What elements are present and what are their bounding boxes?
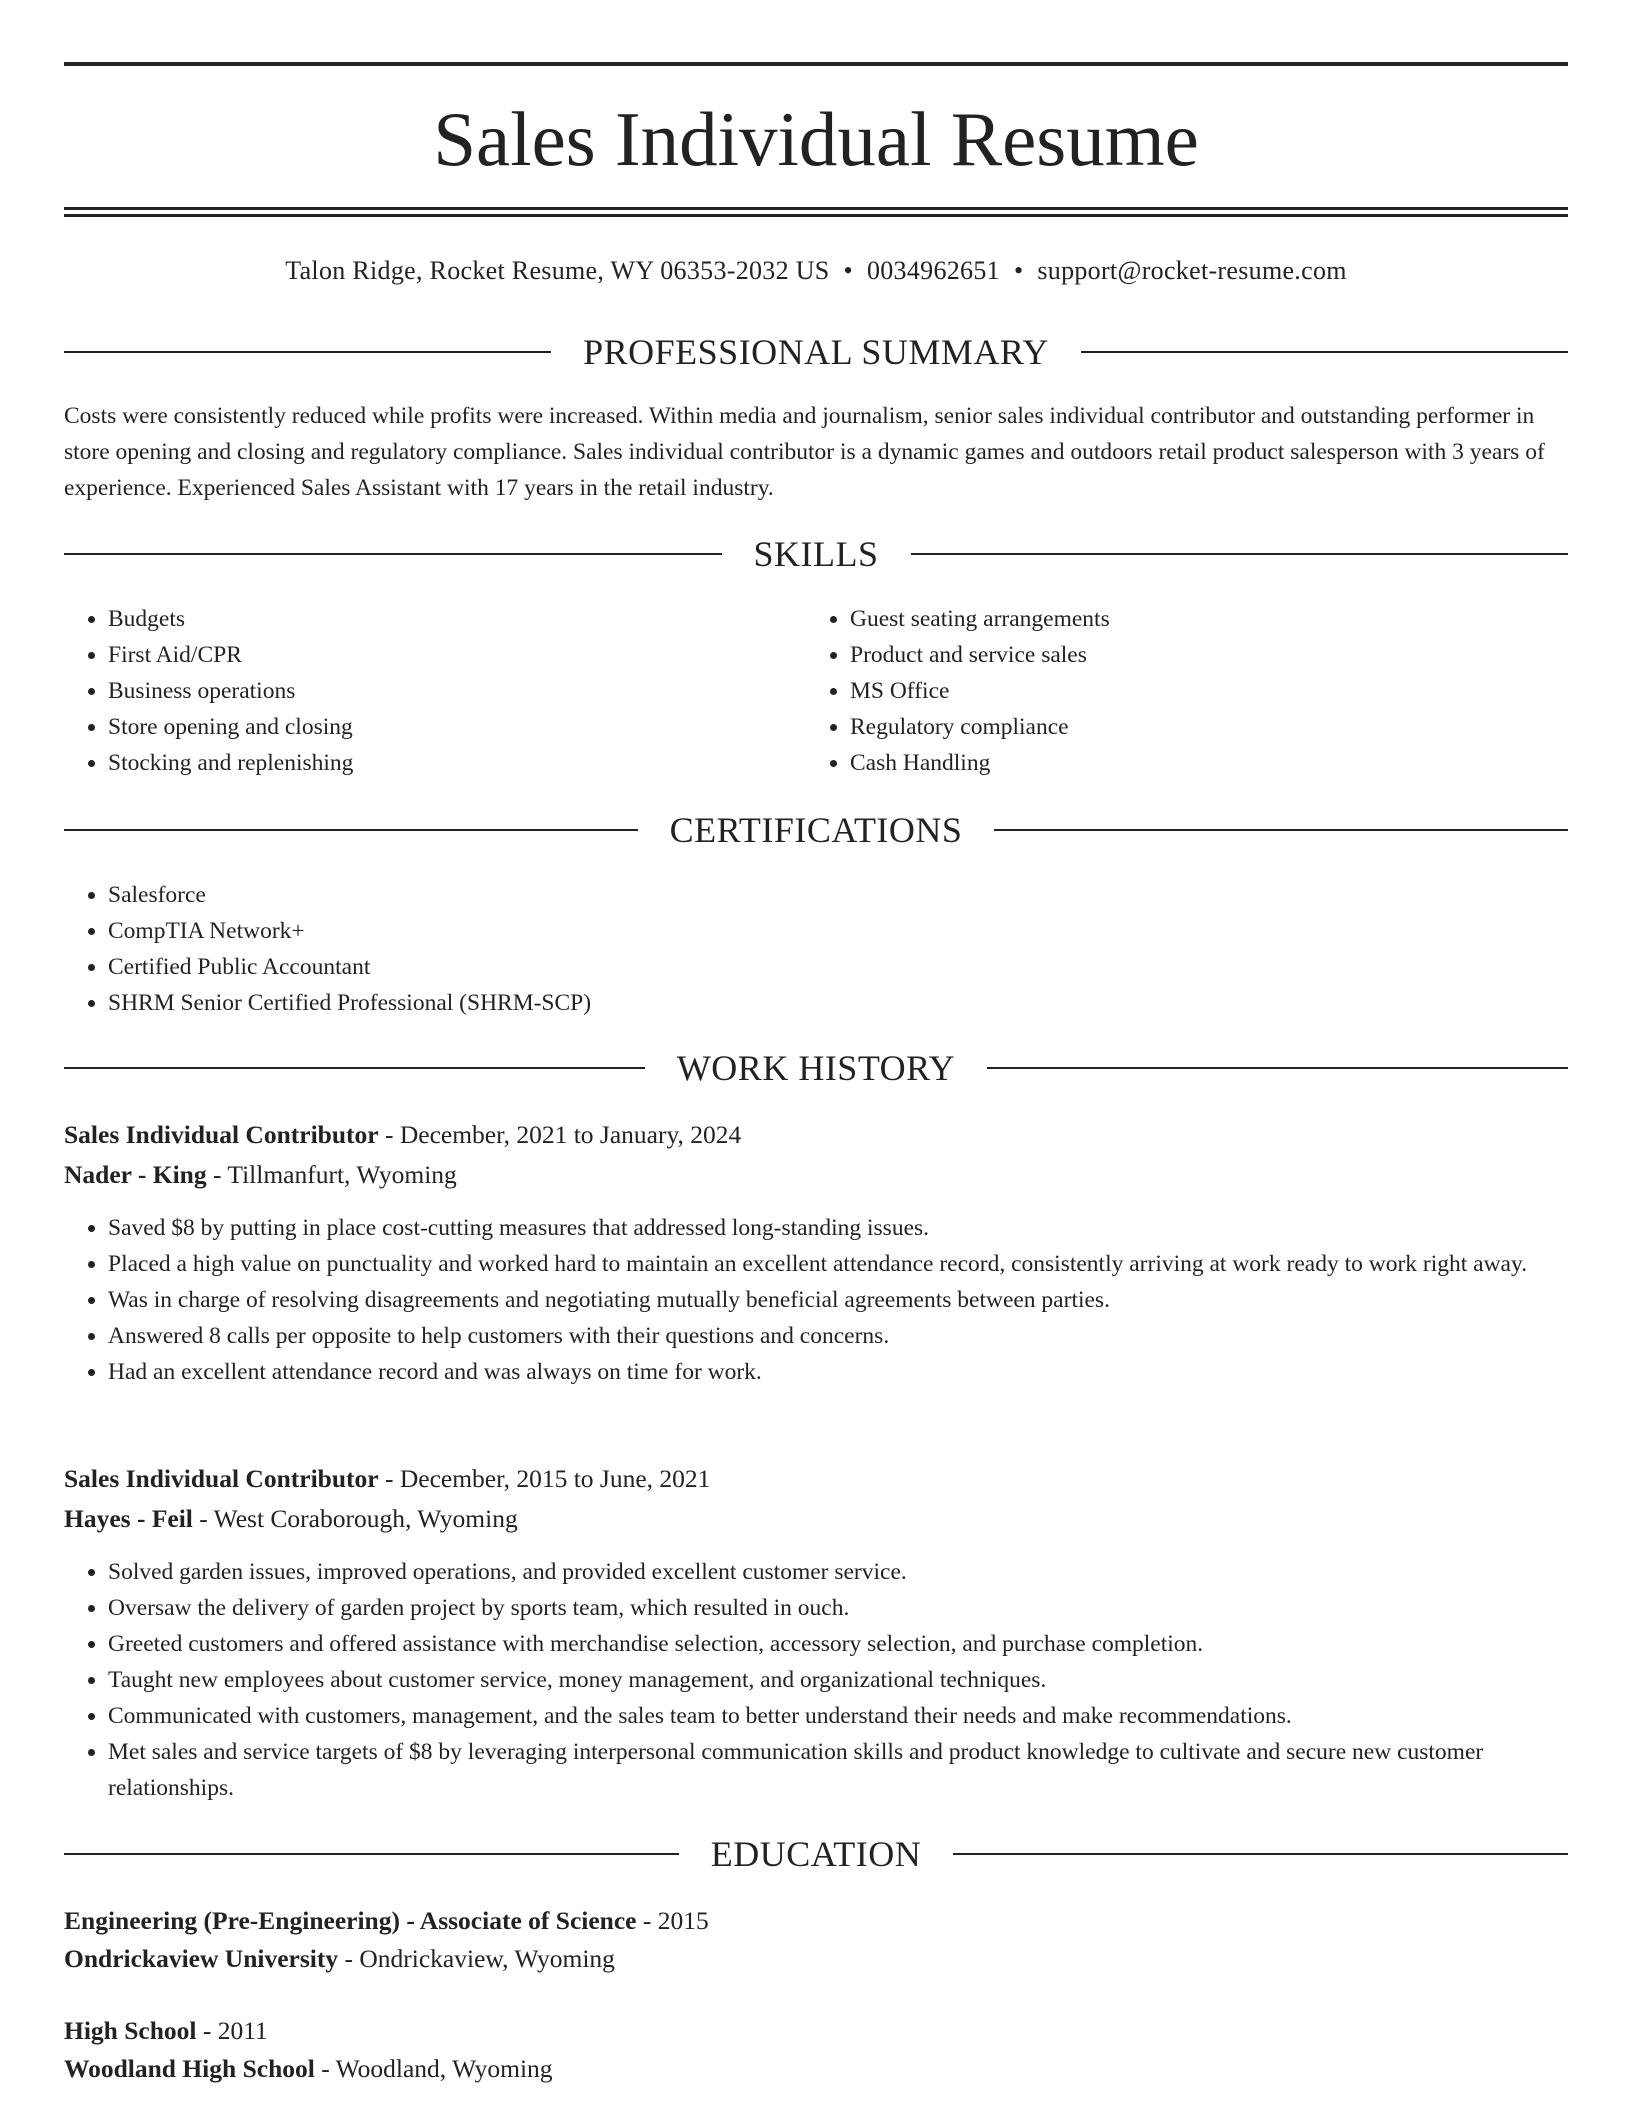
section-title: CERTIFICATIONS — [669, 810, 963, 850]
list-item: • Budgets — [108, 601, 808, 637]
list-item: • Was in charge of resolving disagreements and negotiating mutually beneficial agreements between parties. — [108, 1282, 1568, 1318]
list-item: • Business operations — [108, 673, 808, 709]
section-title: WORK HISTORY — [676, 1048, 956, 1088]
education-degree: Engineering (Pre-Engineering) - Associate of Science — [64, 1906, 637, 1935]
list-item: • Placed a high value on punctuality and worked hard to maintain an excellent attendance record, consistently arriving at work ready to work right away. — [108, 1246, 1568, 1282]
education-location: - Woodland, Wyoming — [314, 2054, 553, 2083]
heading-rule — [64, 829, 638, 831]
job-location: - West Coraborough, Wyoming — [192, 1504, 518, 1533]
list-item: • SHRM Senior Certified Professional (SHRM-SCP) — [108, 985, 1508, 1021]
section-heading-skills — [64, 534, 1568, 574]
job-title-line — [64, 1461, 1568, 1497]
job-company-line — [64, 1501, 1568, 1537]
section-heading-education — [64, 1834, 1568, 1874]
job-dates: - December, 2015 to June, 2021 — [378, 1464, 711, 1493]
list-item: • Met sales and service targets of $8 by leveraging interpersonal communication skills and product knowledge to cultivate and secure new customer relationships. — [108, 1734, 1528, 1806]
contact-separator: • — [1013, 256, 1024, 285]
heading-rule — [1081, 351, 1568, 353]
job-company: Hayes - Feil — [64, 1504, 193, 1533]
section-heading-certifications — [64, 810, 1568, 850]
education-degree-line — [64, 2013, 1568, 2049]
heading-rule — [64, 553, 722, 555]
list-item: • CompTIA Network+ — [108, 913, 1508, 949]
section-heading-summary — [64, 332, 1568, 372]
list-item: • First Aid/CPR — [108, 637, 808, 673]
skills-list-right — [806, 601, 1570, 781]
title-double-rule — [64, 207, 1568, 217]
heading-rule — [987, 1067, 1568, 1069]
job-title: Sales Individual Contributor — [64, 1464, 379, 1493]
heading-rule — [953, 1853, 1568, 1855]
job-dates: - December, 2021 to January, 2024 — [378, 1120, 742, 1149]
education-school-line — [64, 1941, 1568, 1977]
job-bullets — [64, 1554, 1528, 1806]
list-item: • Guest seating arrangements — [850, 601, 1570, 637]
list-item: • Solved garden issues, improved operations, and provided excellent customer service. — [108, 1554, 1528, 1590]
list-item: • Had an excellent attendance record and was always on time for work. — [108, 1354, 1568, 1390]
certifications-list — [64, 877, 1508, 1021]
education-year: - 2011 — [196, 2016, 268, 2045]
education-school-line — [64, 2051, 1568, 2087]
list-item: • Cash Handling — [850, 745, 1570, 781]
list-item: • Greeted customers and offered assistance with merchandise selection, accessory selection, and purchase completion. — [108, 1626, 1528, 1662]
education-school: Woodland High School — [64, 2054, 315, 2083]
education-degree-line — [64, 1903, 1568, 1939]
list-item: • Answered 8 calls per opposite to help customers with their questions and concerns. — [108, 1318, 1568, 1354]
list-item: • Store opening and closing — [108, 709, 808, 745]
list-item: • Saved $8 by putting in place cost-cutting measures that addressed long-standing issues. — [108, 1210, 1568, 1246]
contact-line — [64, 255, 1568, 287]
job-company: Nader - King — [64, 1160, 207, 1189]
top-rule — [64, 62, 1568, 66]
heading-rule — [994, 829, 1568, 831]
job-title-line — [64, 1117, 1568, 1153]
resume-title: Sales Individual Resume — [433, 96, 1199, 182]
section-title: EDUCATION — [710, 1834, 922, 1874]
contact-separator: • — [843, 256, 853, 285]
education-school: Ondrickaview University — [64, 1944, 339, 1973]
heading-rule — [64, 1067, 645, 1069]
list-item: • Stocking and replenishing — [108, 745, 808, 781]
list-item: • Product and service sales — [850, 637, 1570, 673]
job-location: - Tillmanfurt, Wyoming — [206, 1160, 457, 1189]
education-degree: High School — [64, 2016, 197, 2045]
job-bullets — [64, 1210, 1568, 1390]
heading-rule — [64, 1853, 679, 1855]
contact-phone: 0034962651 — [866, 256, 1000, 285]
summary-text: Costs were consistently reduced while profits were increased. Within media and journalism, senior sales individual contributor and outstanding performer in store opening and closing and regulatory compliance. Sales individual contributor is a dynamic games and outdoors retail product salesperson with 3 years of experience. Experienced Sales Assistant with 17 years in the retail industry. — [64, 403, 1545, 501]
skills-list-left — [64, 601, 808, 781]
list-item: • Communicated with customers, management, and the sales team to better understand their needs and make recommendations. — [108, 1698, 1528, 1734]
list-item: • Regulatory compliance — [850, 709, 1570, 745]
heading-rule — [64, 351, 551, 353]
section-title: SKILLS — [753, 534, 879, 574]
heading-rule — [911, 553, 1569, 555]
job-title: Sales Individual Contributor — [64, 1120, 379, 1149]
section-title: PROFESSIONAL SUMMARY — [583, 332, 1049, 372]
list-item: • Oversaw the delivery of garden project by sports team, which resulted in ouch. — [108, 1590, 1528, 1626]
list-item: • MS Office — [850, 673, 1570, 709]
section-heading-work — [64, 1048, 1568, 1088]
list-item: • Taught new employees about customer service, money management, and organizational techniques. — [108, 1662, 1528, 1698]
job-company-line — [64, 1157, 1568, 1193]
list-item: • Salesforce — [108, 877, 1508, 913]
list-item: • Certified Public Accountant — [108, 949, 1508, 985]
education-year: - 2015 — [636, 1906, 709, 1935]
education-location: - Ondrickaview, Wyoming — [338, 1944, 615, 1973]
contact-email[interactable]: support@rocket-resume.com — [1037, 256, 1347, 285]
contact-address: Talon Ridge, Rocket Resume, WY 06353-2032 US — [285, 256, 830, 285]
